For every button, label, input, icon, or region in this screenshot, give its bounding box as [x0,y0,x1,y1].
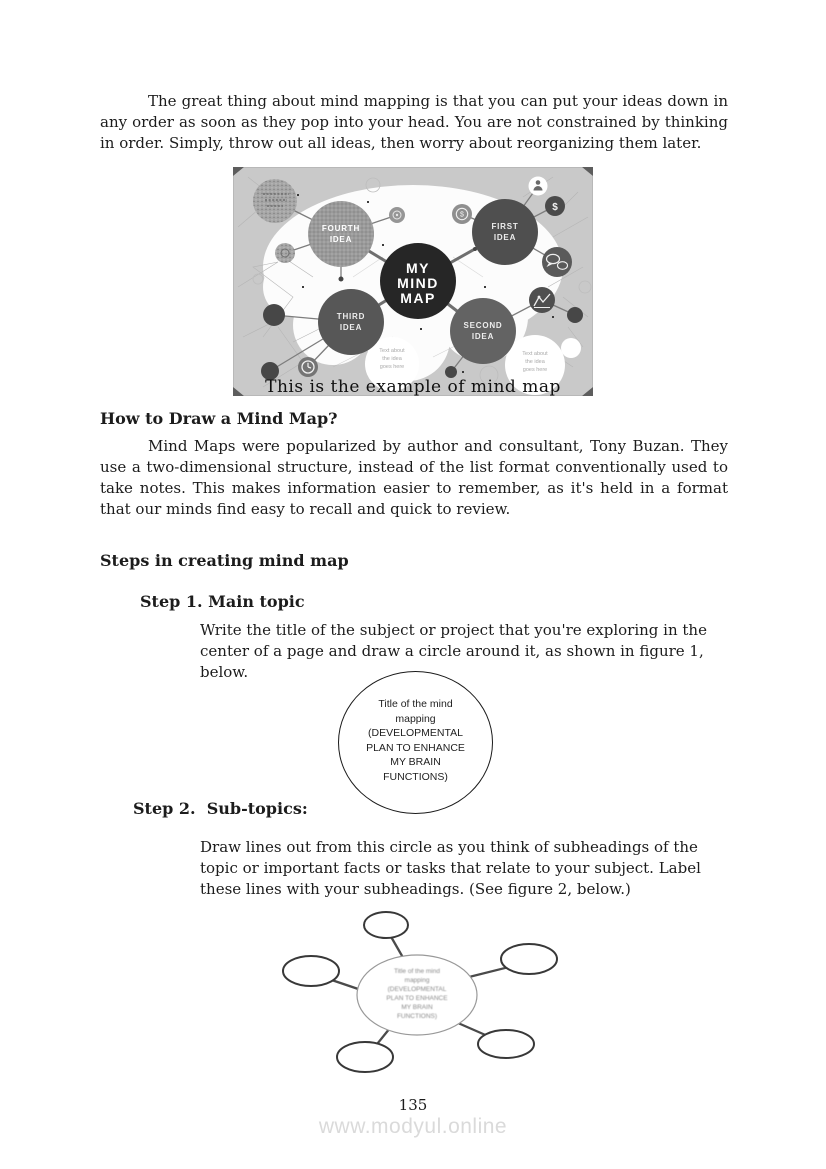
svg-text:$: $ [552,201,558,213]
person-icon [529,177,548,196]
heading-step1: Step 1. Main topic [140,592,305,611]
svg-text:MIND: MIND [397,275,439,291]
figure2-svg [275,903,575,1088]
figure-caption: This is the example of mind map [265,377,561,397]
dollar-icon [545,196,565,216]
svg-text:Title of the mind: Title of the mind [393,968,441,975]
node-first-idea [472,199,538,265]
buzan-paragraph: Mind Maps were popularized by author and consultant, Tony Buzan. They use a two-dimensional structure, instead of the list format conventionally used to take notes. This makes information easier to remember, as it's held in a format that our minds find easy to recall and quick to review. [100,437,728,518]
clock-icon [298,357,318,377]
svg-text:$: $ [460,211,464,219]
svg-text:THIRD: THIRD [336,312,366,321]
svg-text:FOURTH: FOURTH [321,224,361,233]
step2-body: Draw lines out from this circle as you think of subheadings of the topic or important facts or tasks that relate to your subject. Label these lines with your subheadings. (See figure 2, below.) [200,838,701,898]
watermark: www.modyul.online [318,1115,508,1138]
small-white-circle [561,338,581,358]
svg-text:FUNCTIONS): FUNCTIONS) [396,1013,438,1020]
svg-text:goes here: goes here [522,367,548,373]
svg-text:IDEA: IDEA [471,332,495,341]
svg-text:PLAN TO ENHANCE: PLAN TO ENHANCE [386,995,448,1002]
rings-icon [389,207,405,223]
svg-text:FIRST: FIRST [491,222,519,231]
heading-step2: Step 2. Sub-topics: [133,799,308,818]
svg-text:MY: MY [406,260,430,276]
textured-idea-circle [253,179,297,223]
figure1-line: Title of the mind [378,698,453,710]
node-fourth-idea [308,201,374,267]
svg-text:SECOND: SECOND [463,321,503,330]
svg-text:(DEVELOPMENTAL: (DEVELOPMENTAL [387,986,447,993]
heading-steps: Steps in creating mind map [100,551,349,570]
coin-icon [452,204,472,224]
svg-text:IDEA: IDEA [329,235,353,244]
mindmap-image [233,167,593,396]
svg-text:the idea: the idea [525,359,545,365]
placeholder-text: Text about [379,348,405,354]
node-center [380,243,456,319]
svg-text:IDEA: IDEA [339,323,363,332]
figure2-subtopics-diagram [275,903,575,1088]
svg-text:mapping: mapping [404,977,430,984]
svg-text:MY BRAIN: MY BRAIN [401,1004,433,1011]
svg-text:goes here: goes here [379,364,405,370]
svg-text:the idea: the idea [382,356,402,362]
figure1-main-topic-circle: Title of the mind mapping (DEVELOPMENTAL PLAN TO ENHANCE MY BRAIN FUNCTIONS) [338,671,493,814]
heading-how-to-draw: How to Draw a Mind Map? [100,409,338,428]
node-second-idea [450,298,516,364]
mindmap-example-figure [233,167,593,396]
node-third-idea [318,289,384,355]
chart-icon [529,287,555,313]
svg-text:Text about: Text about [522,351,548,357]
small-speckled-circle [275,243,295,263]
step1-body: Write the title of the subject or project that you're exploring in the center of a page and draw a circle around it, as shown in figure 1, below. [200,621,707,681]
svg-text:IDEA: IDEA [493,233,517,242]
page-number: 135 [398,1096,428,1114]
intro-paragraph: The great thing about mind mapping is that you can put your ideas down in any order as soon as they pop into your head. You are not constrained by thinking in order. Simply, throw out all ideas, then worry about reorganizing them later. [100,92,728,152]
svg-text:MAP: MAP [400,290,436,306]
chat-icon [542,247,572,277]
